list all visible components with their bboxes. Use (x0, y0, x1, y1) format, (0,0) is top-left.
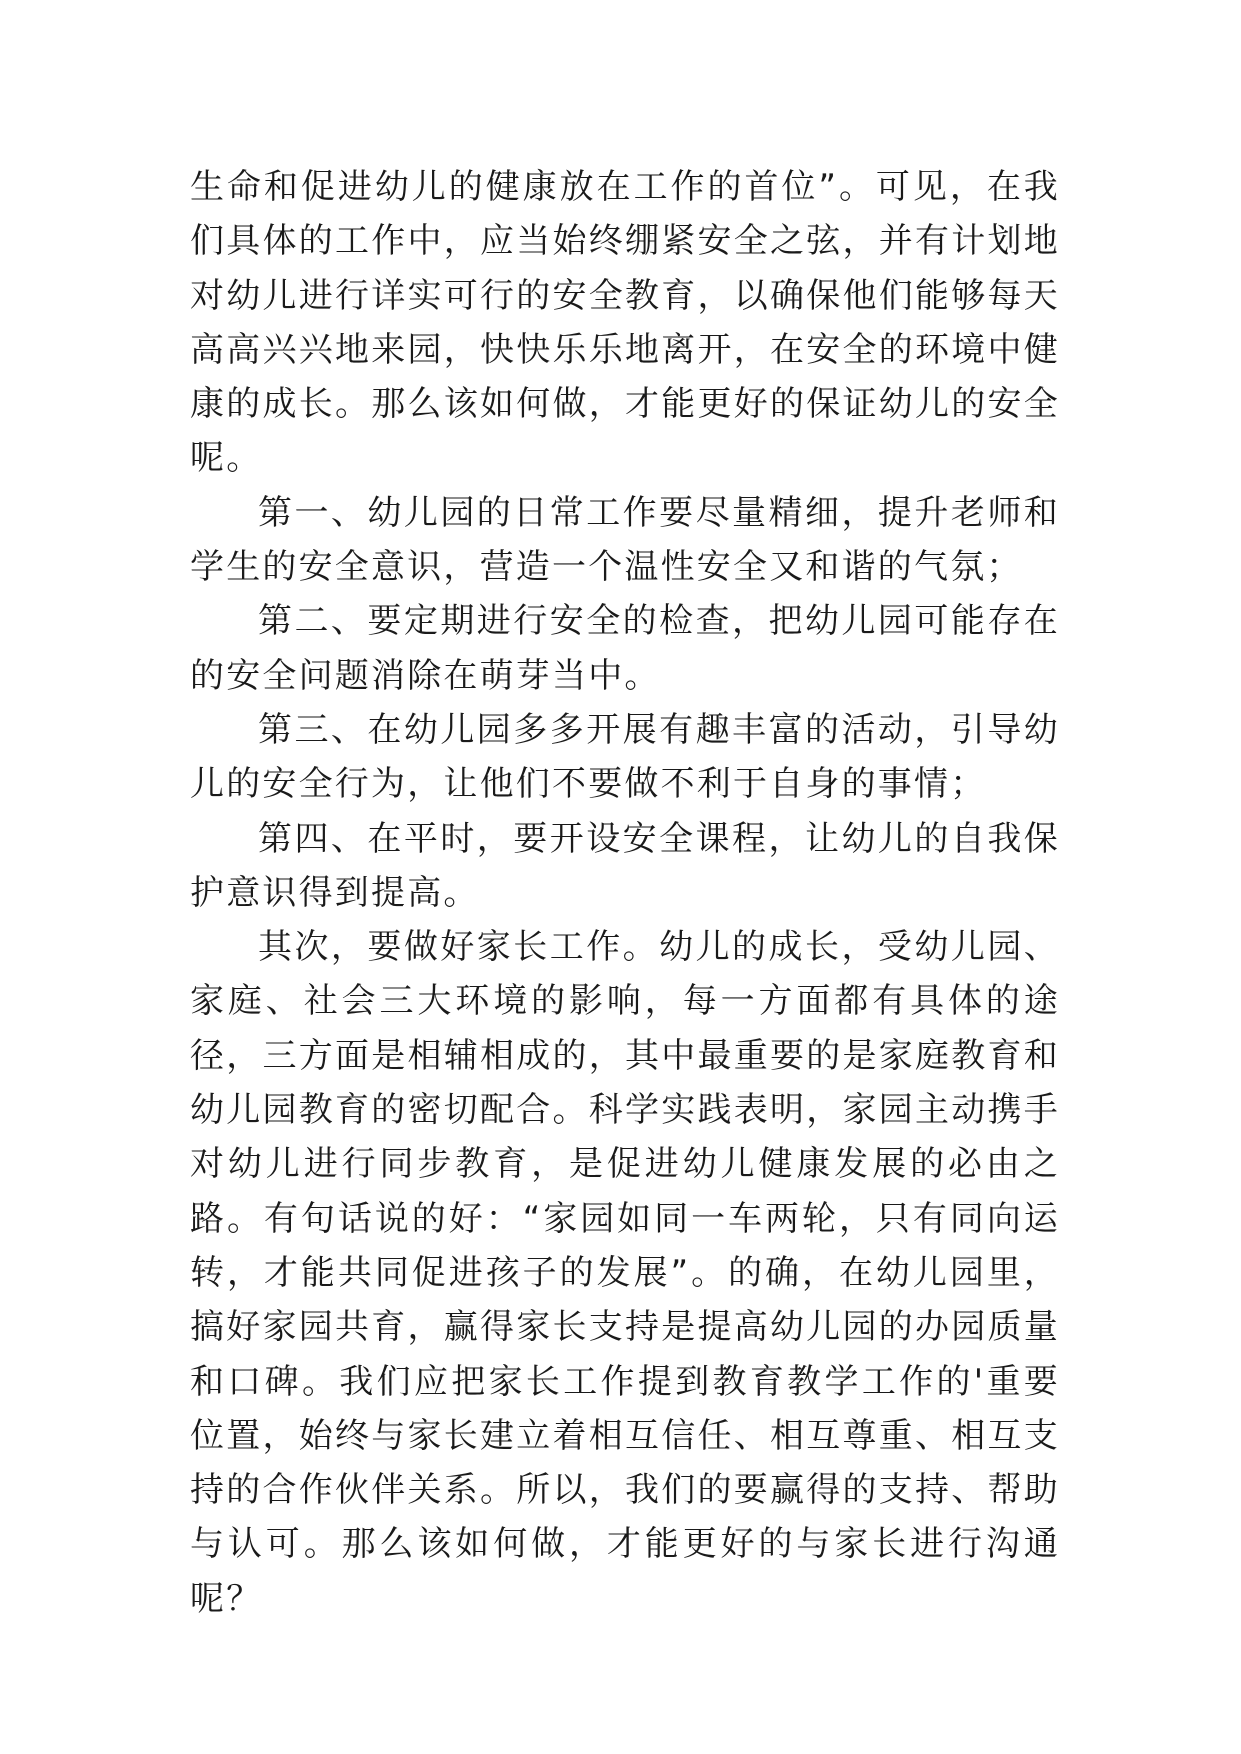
paragraph-point-four: 第四、在平时，要开设安全课程，让幼儿的自我保护意识得到提高。 (190, 818, 1060, 913)
document-body (190, 160, 1060, 1626)
paragraph-point-three: 第三、在幼儿园多多开展有趣丰富的活动，引导幼儿的安全行为，让他们不要做不利于自身的事情； (190, 709, 1060, 805)
paragraph-intro-continued: 生命和促进幼儿的健康放在工作的首位”。可见，在我们具体的工作中，应当始终绷紧安全之弦，并有计划地对幼儿进行详实可行的安全教育，以确保他们能够每天高高兴兴地来园，快快乐乐地离开，在安全的环境中健康的成长。那么该如何做，才能更好的保证幼儿的安全呢。 (190, 167, 1060, 479)
paragraph-parent-work: 其次，要做好家长工作。幼儿的成长，受幼儿园、家庭、社会三大环境的影响，每一方面都有具体的途径，三方面是相辅相成的，其中最重要的是家庭教育和幼儿园教育的密切配合。科学实践表明，家园主动携手对幼儿进行同步教育，是促进幼儿健康发展的必由之路。有句话说的好：“家园如同一车两轮，只有同向运转，才能共同促进孩子的发展”。的确，在幼儿园里，搞好家园共育，赢得家长支持是提高幼儿园的办园质量和口碑。我们应把家长工作提到教育教学工作的'重要位置，始终与家长建立着相互信任、相互尊重、相互支持的合作伙伴关系。所以，我们的要赢得的支持、帮助与认可。那么该如何做，才能更好的与家长进行沟通呢？ (190, 927, 1060, 1619)
paragraph-point-two: 第二、要定期进行安全的检查，把幼儿园可能存在的安全问题消除在萌芽当中。 (190, 601, 1060, 696)
paragraph-point-one: 第一、幼儿园的日常工作要尽量精细，提升老师和学生的安全意识，营造一个温性安全又和谐的气氛； (190, 492, 1060, 588)
